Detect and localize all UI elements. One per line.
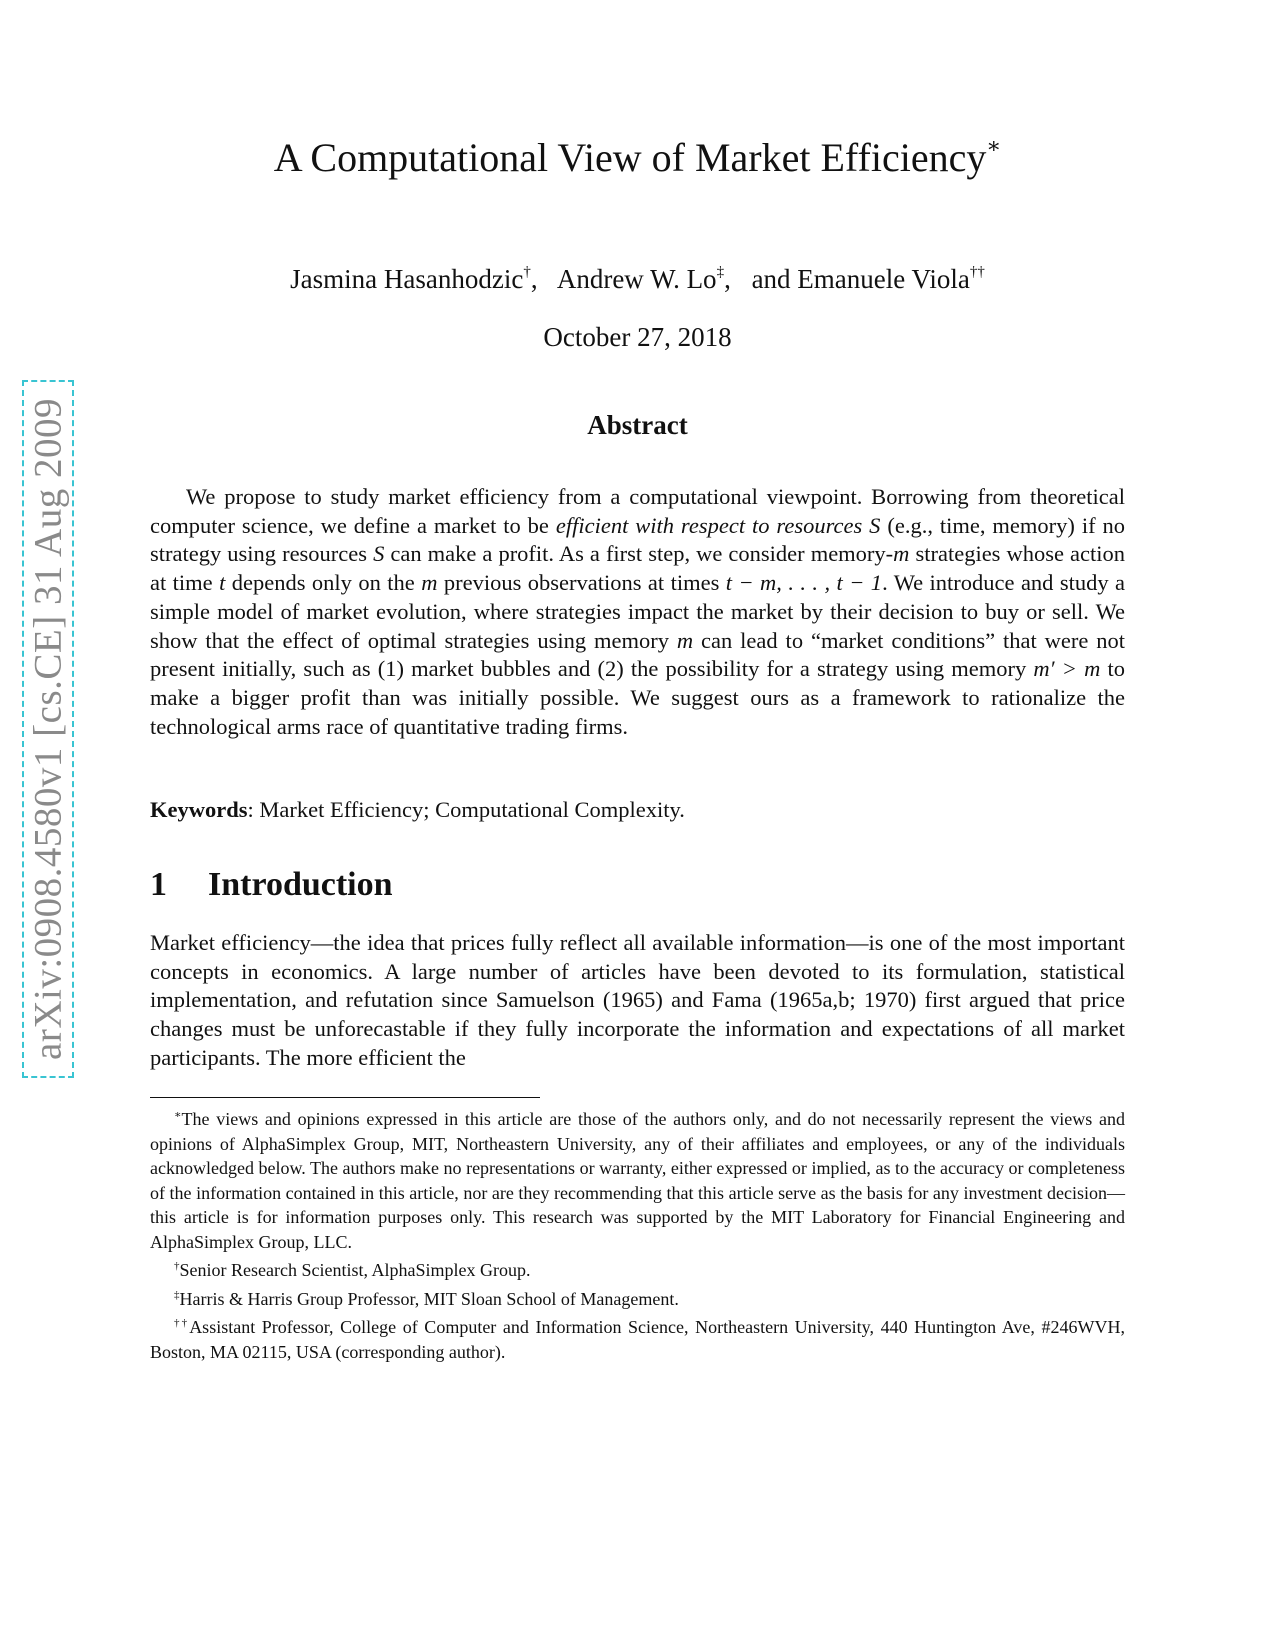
author-name: Jasmina Hasanhodzic xyxy=(290,264,524,294)
footnote-mark: ‡ xyxy=(174,1288,180,1301)
math-inequality: m′ > m xyxy=(1033,656,1101,682)
abstract-body xyxy=(150,483,1125,741)
author-list xyxy=(0,264,1275,295)
title-footnote-mark[interactable]: ∗ xyxy=(986,133,1002,158)
section-heading-introduction xyxy=(150,866,393,904)
footnote-text: Senior Research Scientist, AlphaSimplex Group. xyxy=(179,1260,531,1280)
footnote-text: Harris & Harris Group Professor, MIT Sloan School of Management. xyxy=(179,1288,679,1309)
math-var-S: S xyxy=(373,541,385,567)
math-var-t: t xyxy=(219,570,226,596)
author-separator: , xyxy=(724,264,731,294)
footnote-divider xyxy=(150,1097,540,1098)
footnote-mark: ∗ xyxy=(174,1109,182,1121)
paper-title xyxy=(0,134,1275,180)
author-name: Andrew W. Lo xyxy=(556,264,717,294)
introduction-body xyxy=(150,929,1125,1073)
author-name: and Emanuele Viola xyxy=(751,264,970,294)
section-number: 1 xyxy=(150,866,167,903)
footnote xyxy=(150,1254,1125,1283)
author-footnote-mark[interactable]: ‡ xyxy=(716,264,725,280)
introduction-paragraph: Market efficiency—the idea that prices fully reflect all available information—is one of the most important concepts in economics. A large number of articles have been devoted to its formulation, statistical implementation, and refutation since Samuelson (1965) and Fama (1965a,b; 1970) first argued that price changes must be unforecastable if they fully incorporate the information and expectations of all market participants. The more efficient the xyxy=(150,930,1125,1070)
math-time-range: t − m, . . . , t − 1 xyxy=(725,570,883,596)
footnote-mark: †† xyxy=(174,1317,190,1329)
footnote xyxy=(150,1103,1125,1254)
keywords xyxy=(150,796,1125,825)
author-footnote-mark[interactable]: † xyxy=(523,264,531,280)
footnotes xyxy=(150,1103,1125,1364)
abstract-paragraph: We propose to study market efficiency from a computational viewpoint. Borrowing from theoretical computer science, we define a market to be efficient with respect to resources S (e.g., time, memory) if no strategy using resources S can make a profit. As a first step, we consider memory-m strategies whose action at time t depends only on the m previous observations at times t − m, . . . , t − 1. We introduce and study a simple model of market evolution, where strategies impact the market by their decision to buy or sell. We show that the effect of optimal strategies using memory m can lead to “market conditions” that were not present initially, such as (1) market bubbles and (2) the possibility for a strategy using memory m′ > m to make a bigger profit than was initially possible. We suggest ours as a framework to rationalize the technological arms race of quantitative trading firms. xyxy=(150,484,1126,739)
section-title: Introduction xyxy=(208,866,393,903)
math-var-m: m xyxy=(893,541,910,567)
author-footnote-mark[interactable]: †† xyxy=(969,264,985,280)
title-text: A Computational View of Market Efficiency xyxy=(273,135,987,180)
keywords-text: : Market Efficiency; Computational Complexity. xyxy=(247,797,685,822)
abstract-emphasis: efficient with respect to resources S xyxy=(555,512,881,538)
paper-date: October 27, 2018 xyxy=(543,322,732,352)
math-var-m: m xyxy=(421,570,438,596)
footnote xyxy=(150,1311,1125,1364)
footnote xyxy=(150,1283,1125,1312)
footnote-text: The views and opinions expressed in this article are those of the authors only, and do not necessarily represent the views and opinions of AlphaSimplex Group, MIT, Northeastern University, any of their affiliates and employees, or any of the individuals acknowledged below. The authors make no representations or warranty, either expressed or implied, as to the accuracy or completeness of the information contained in this article, nor are they recommending that this article serve as the basis for any investment decision—this article is for information purposes only. This research was supported by the MIT Laboratory for Financial Engineering and AlphaSimplex Group, LLC. xyxy=(150,1109,1125,1252)
author-separator: , xyxy=(530,264,538,294)
abstract-heading: Abstract xyxy=(587,410,688,440)
arxiv-stamp[interactable]: arXiv:0908.4580v1 [cs.CE] 31 Aug 2009 xyxy=(26,398,70,1060)
keywords-label: Keywords xyxy=(150,797,248,822)
math-var-m: m xyxy=(676,627,694,653)
footnote-mark: † xyxy=(174,1260,180,1272)
footnote-text: Assistant Professor, College of Computer and Information Science, Northeastern University, 440 Huntington Ave, #246WVH, Boston, MA 02115, USA (corresponding author). xyxy=(150,1317,1125,1362)
